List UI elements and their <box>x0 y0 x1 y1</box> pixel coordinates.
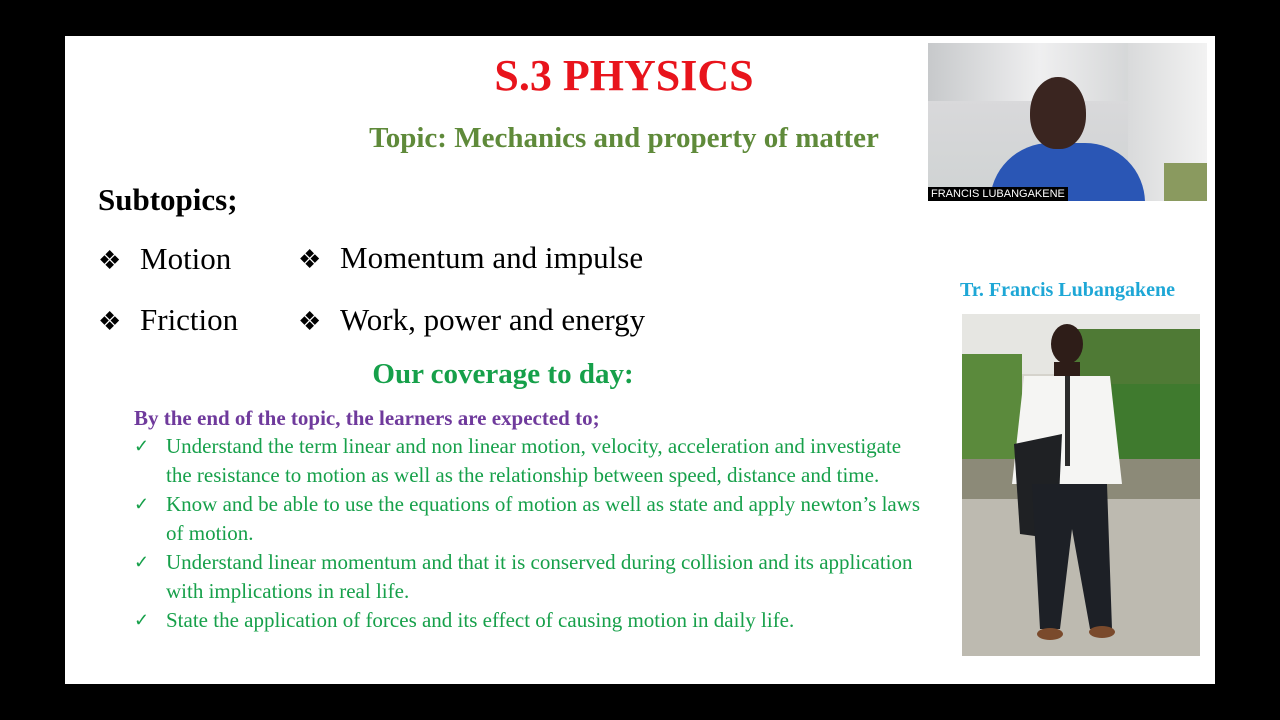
subtopic-label: Work, power and energy <box>340 302 646 337</box>
teacher-photo <box>962 314 1200 656</box>
objective-item <box>134 490 924 548</box>
subtopic-item <box>98 241 231 277</box>
subtopic-label: Friction <box>140 302 239 337</box>
webcam-presenter-head <box>1030 77 1086 149</box>
check-icon: ✓ <box>134 610 150 630</box>
diamond-bullet-icon: ❖ <box>98 307 122 336</box>
diamond-bullet-icon: ❖ <box>98 246 122 275</box>
diamond-bullet-icon: ❖ <box>298 245 322 274</box>
check-icon: ✓ <box>134 494 150 514</box>
slide-title: S.3 PHYSICS <box>494 51 754 100</box>
teacher-photo-illustration <box>962 314 1200 656</box>
check-icon: ✓ <box>134 552 150 572</box>
subtopic-label: Motion <box>140 241 232 276</box>
objective-text: State the application of forces and its effect of causing motion in daily life. <box>166 608 795 632</box>
objective-text: Understand the term linear and non linear motion, velocity, acceleration and investigate the resistance to motion as well as the relationship between speed, distance and time. <box>166 434 902 487</box>
topic-heading: Topic: Mechanics and property of matter <box>369 122 879 154</box>
subtopic-item <box>298 302 645 338</box>
objective-item <box>134 606 924 635</box>
subtopic-item <box>98 302 238 338</box>
objective-text: Know and be able to use the equations of motion as well as state and apply newton’s laws of motion. <box>166 492 921 545</box>
webcam-background-window <box>1164 163 1207 201</box>
objectives-intro: By the end of the topic, the learners are expected to; <box>134 406 600 430</box>
diamond-bullet-icon: ❖ <box>298 307 322 336</box>
objective-text: Understand linear momentum and that it is conserved during collision and its application with implications in real life. <box>166 550 913 603</box>
presentation-slide <box>65 36 1215 684</box>
objective-item <box>134 548 924 606</box>
check-icon: ✓ <box>134 436 150 456</box>
objectives-list <box>134 432 924 635</box>
teacher-name-caption: Tr. Francis Lubangakene <box>959 279 1176 301</box>
subtopics-heading: Subtopics; <box>98 182 238 217</box>
webcam-video-tile[interactable] <box>928 43 1207 201</box>
subtopic-label: Momentum and impulse <box>340 240 644 275</box>
participant-name-label: FRANCIS LUBANGAKENE <box>928 187 1068 201</box>
coverage-heading: Our coverage to day: <box>372 358 634 390</box>
subtopic-item <box>298 240 643 276</box>
objective-item <box>134 432 924 490</box>
